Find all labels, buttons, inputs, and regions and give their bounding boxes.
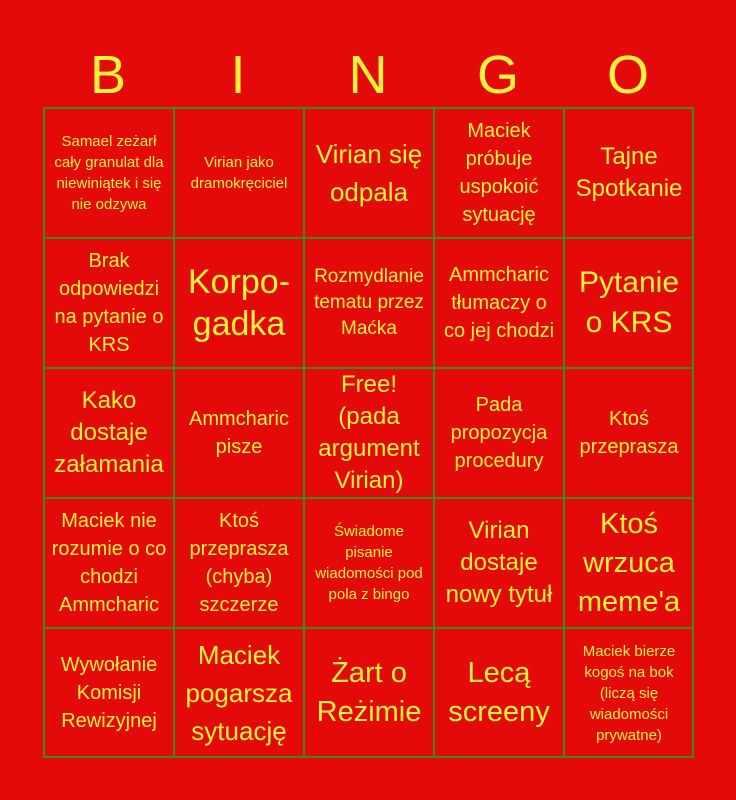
bingo-cell-r4c2[interactable] <box>174 498 304 628</box>
bingo-cell-r1c3[interactable] <box>304 108 434 238</box>
bingo-cell-text: Virian dostaje nowy tytuł <box>445 517 553 608</box>
bingo-cell-text: Maciek pogarsza sytuację <box>185 640 293 746</box>
bingo-cell-text: Ammcharic tłumaczy o co jej chodzi <box>443 264 555 342</box>
bingo-cell-text: Świadome pisanie wiadomości pod pola z bingo <box>315 523 423 603</box>
bingo-cell-text: Maciek bierze kogoś na bok (liczą się wiadomości prywatne) <box>582 642 676 744</box>
header-letter-b: B <box>89 45 127 105</box>
bingo-cell-text: Żart o Reżimie <box>316 657 422 728</box>
bingo-cell-r4c1[interactable] <box>44 498 174 628</box>
bingo-cell-r1c1[interactable] <box>44 108 174 238</box>
bingo-cell-r5c1[interactable] <box>44 628 174 758</box>
bingo-cell-text: Virian jako dramokręciciel <box>190 154 288 192</box>
bingo-cell-text: Virian się odpala <box>315 139 423 207</box>
bingo-cell-r3c2[interactable] <box>174 368 304 498</box>
bingo-cell-r4c4[interactable] <box>434 498 564 628</box>
header-letter-n: N <box>348 45 388 105</box>
bingo-cell-text: Korpo-gadka <box>187 263 291 343</box>
bingo-cell-r3c1[interactable] <box>44 368 174 498</box>
bingo-cell-text: Free! (pada argument Virian) <box>318 371 420 494</box>
bingo-cell-r3c4[interactable] <box>434 368 564 498</box>
bingo-cell-text: Ammcharic pisze <box>188 408 289 458</box>
bingo-cell-r5c3[interactable] <box>304 628 434 758</box>
bingo-cell-text: Lecą screeny <box>448 657 550 728</box>
bingo-cell-text: Brak odpowiedzi na pytanie o KRS <box>54 250 164 356</box>
bingo-cell-r1c5[interactable] <box>564 108 694 238</box>
header-letter-o: O <box>606 45 649 105</box>
bingo-header <box>43 44 693 106</box>
bingo-cell-text: Rozmydlanie tematu przez Maćka <box>314 266 424 339</box>
bingo-cell-text: Ktoś przeprasza <box>579 408 679 458</box>
bingo-cell-text: Kako dostaje załamania <box>54 387 164 478</box>
bingo-cell-r2c3[interactable] <box>304 238 434 368</box>
bingo-cell-r3c3-free[interactable] <box>304 368 434 498</box>
bingo-cell-r2c4[interactable] <box>434 238 564 368</box>
bingo-board <box>43 107 693 757</box>
header-letter-i: I <box>230 45 246 105</box>
bingo-cell-text: Tajne Spotkanie <box>575 143 683 202</box>
bingo-cell-text: Maciek próbuje uspokoić sytuację <box>459 120 539 226</box>
bingo-cell-text: Pytanie o KRS <box>578 266 680 339</box>
bingo-cell-r3c5[interactable] <box>564 368 694 498</box>
bingo-cell-r4c3[interactable] <box>304 498 434 628</box>
bingo-cell-text: Ktoś wrzuca meme'a <box>577 507 681 618</box>
bingo-cell-text: Pada propozycja procedury <box>450 394 548 472</box>
bingo-cell-text: Ktoś przeprasza (chyba) szczerze <box>189 510 289 616</box>
header-letter-g: G <box>476 45 519 105</box>
bingo-cell-r5c2[interactable] <box>174 628 304 758</box>
bingo-cell-r2c2[interactable] <box>174 238 304 368</box>
bingo-cell-r1c4[interactable] <box>434 108 564 238</box>
bingo-cell-r5c4[interactable] <box>434 628 564 758</box>
bingo-cell-r5c5[interactable] <box>564 628 694 758</box>
bingo-cell-text: Maciek nie rozumie o co chodzi Ammcharic <box>51 510 167 616</box>
bingo-cell-r2c1[interactable] <box>44 238 174 368</box>
bingo-cell-r4c5[interactable] <box>564 498 694 628</box>
bingo-cell-r2c5[interactable] <box>564 238 694 368</box>
bingo-cell-r1c2[interactable] <box>174 108 304 238</box>
bingo-cell-text: Samael zeżarł cały granulat dla niewiniątek i się nie odzywa <box>54 133 164 213</box>
bingo-cell-text: Wywołanie Komisji Rewizyjnej <box>60 654 158 732</box>
